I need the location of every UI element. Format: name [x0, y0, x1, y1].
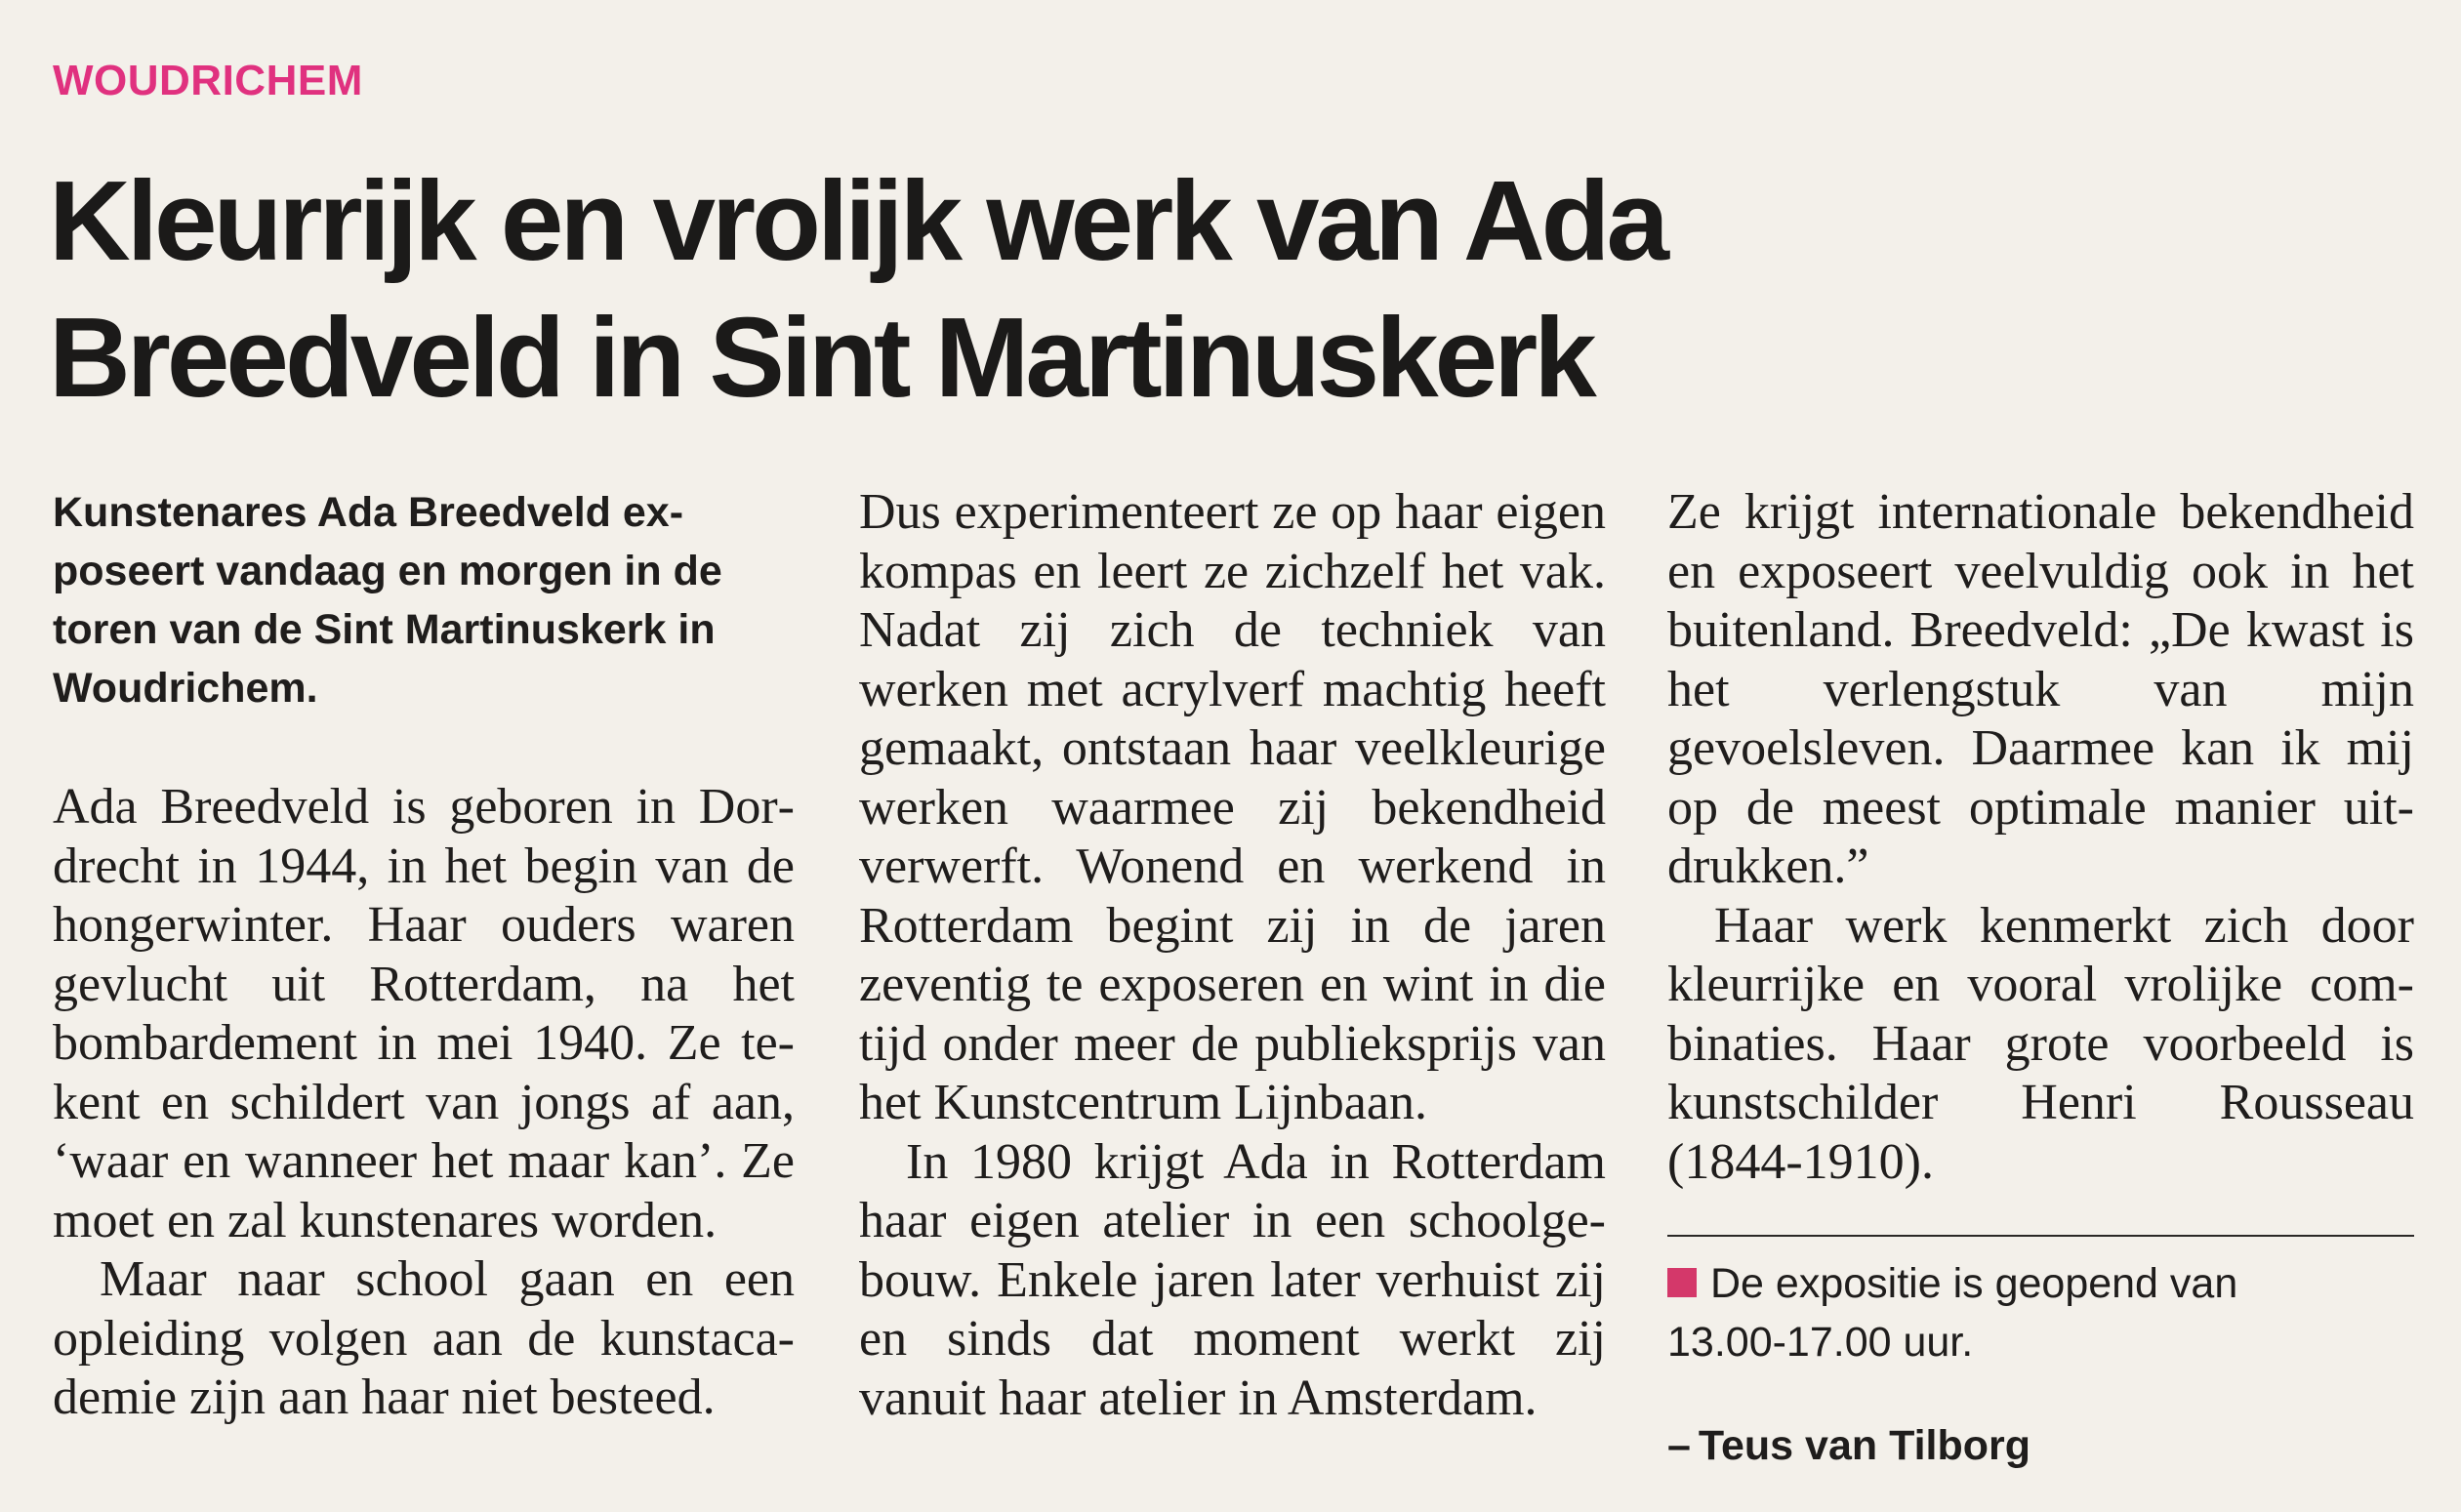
body-paragraph-4: Haar werk kenmerkt zich door kleurrijke en vooral vrolijke combinaties. Haar grote voorbeeld is kunstschilder Henri Rousseau (1844-1910). [1667, 897, 2414, 1190]
section-label: WOUDRICHEM [53, 57, 363, 104]
column-2 [859, 483, 1606, 1428]
byline-author: Teus van Tilborg [1698, 1422, 2030, 1469]
headline-line-1: Kleurrijk en vrolijk werk van Ada [49, 157, 1665, 284]
body-paragraph-2-end: Dus experimenteert ze op haar eigen kompas en leert ze zichzelf het vak. Nadat zij zich de techniek van werken met acrylverf machtig heeft gemaakt, ontstaan haar veelkleurige werken waarmee zij bekendheid verwerft. Wonend en werkend in Rotterdam begint zij in de jaren zeventig te exposeren en wint in die tijd onder meer de publieksprijs van het Kunstcentrum Lijnbaan. [859, 484, 1606, 1130]
body-paragraph-1: Ada Breedveld is geboren in Dordrecht in 1944, in het begin van de hongerwinter. Haar ouders waren gevlucht uit Rotterdam, na het bombardement in mei 1940. Ze tekent en schildert van jongs af aan, ‘waar en wanneer het maar kan’. Ze moet en zal kunstenares worden. [53, 779, 795, 1248]
headline-line-2: Breedveld in Sint Martinuskerk [49, 294, 1593, 421]
headline [49, 152, 2099, 426]
divider [1667, 1235, 2414, 1237]
byline [1667, 1416, 2414, 1475]
body-paragraph-3-start: In 1980 krijgt Ada in Rotterdam haar eigen atelier in een schoolgebouw. Enkele jaren later verhuist zij en sinds dat moment werkt zij vanuit haar atelier in Amsterdam. [859, 1133, 1606, 1426]
column-3 [1667, 483, 2414, 1475]
body-paragraph-2-start: Maar naar school gaan en een opleiding volgen aan de kunstacademie zijn aan haar niet besteed. [53, 1251, 795, 1425]
body-paragraph-3-end: Ze krijgt internationale bekendheid en exposeert veelvuldig ook in het buitenland. Breedveld: „De kwast is het verlengstuk van mijn gevoelsleven. Daarmee kan ik mij op de meest optimale manier uitdrukken.” [1667, 484, 2414, 894]
column-1 [53, 483, 795, 1428]
bullet-square-icon [1667, 1268, 1697, 1297]
intro-paragraph: Kunstenares Ada Breedveld exposeert vandaag en morgen in de toren van de Sint Martinuskerk in Woudrichem. [53, 489, 722, 712]
byline-dash: – [1667, 1422, 1691, 1469]
info-box [1667, 1254, 2351, 1371]
info-text: De expositie is geopend van 13.00-17.00 uur. [1667, 1260, 2238, 1366]
